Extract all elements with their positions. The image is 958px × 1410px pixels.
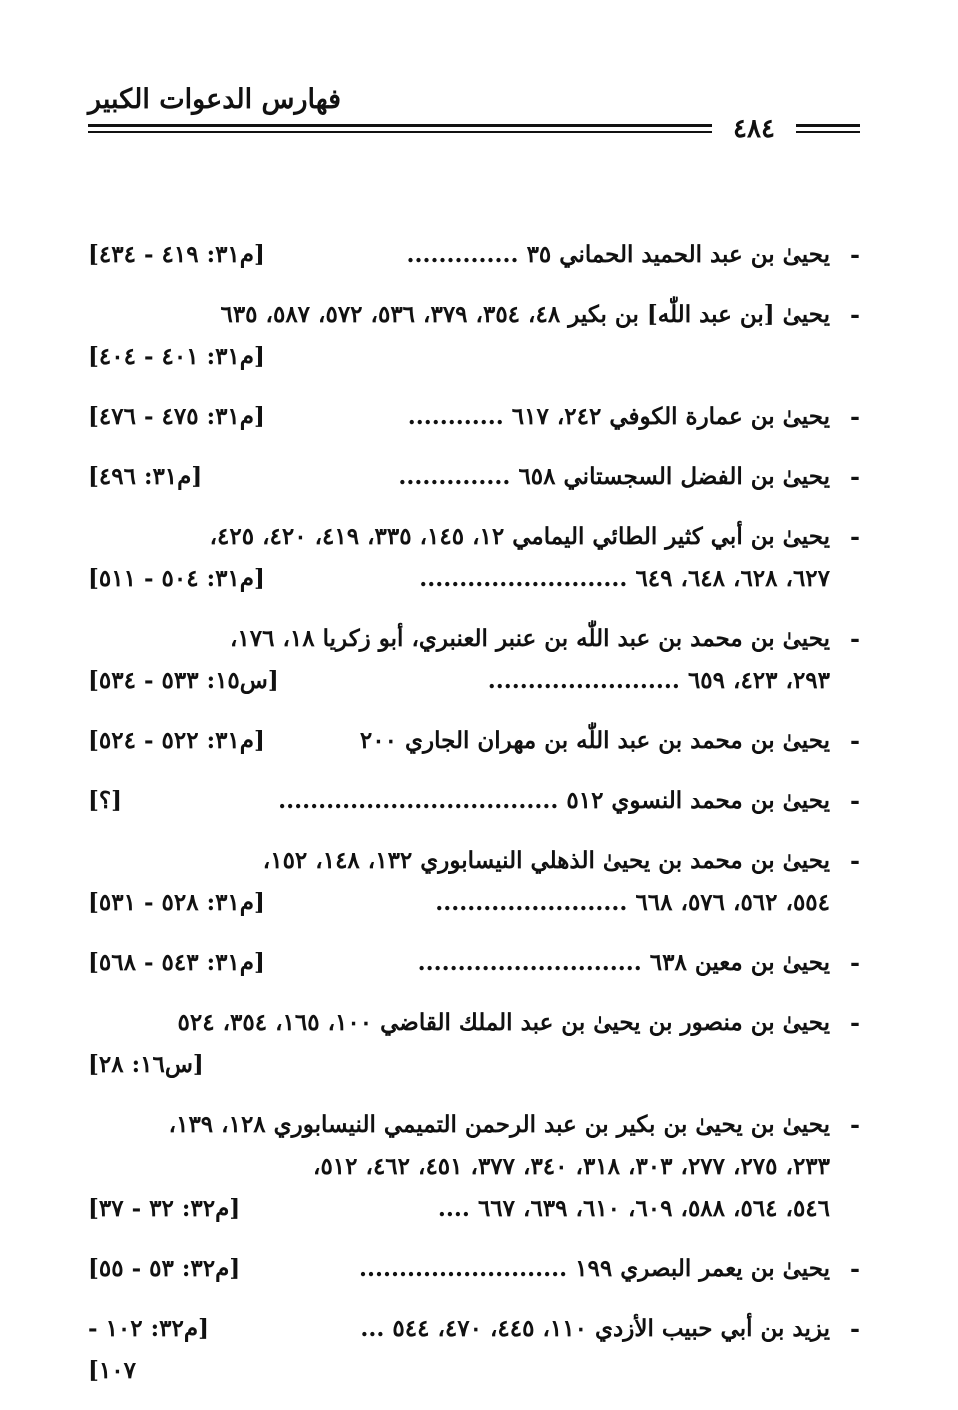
index-entry — [88, 1308, 860, 1392]
entry-text: يحيىٰ بن محمد النسوي ٥١٢ ................................... — [278, 787, 830, 814]
index-entry — [88, 516, 860, 600]
entry-line — [88, 1188, 830, 1230]
entry-reference: [م٣٢: ٥٣ - ٥٥] — [88, 1255, 241, 1282]
entry-text: يحيىٰ [بن عبد اللّٰه] بن بكير ٤٨، ٣٥٤، ٣٧٩، ٥٣٦، ٥٧٢، ٥٨٧، ٦٣٥ — [220, 301, 830, 328]
entry-reference: ١٠٧] — [88, 1357, 136, 1384]
entry-line — [88, 720, 830, 762]
entry-text: يحيىٰ بن معين ٦٣٨ ............................ — [417, 949, 830, 976]
header-rule-short — [796, 124, 860, 127]
entry-line — [88, 456, 830, 498]
entry-dash: - — [850, 1008, 860, 1037]
entry-line — [88, 558, 830, 600]
index-entry — [88, 234, 860, 276]
entry-line — [88, 1104, 830, 1146]
entry-line — [88, 1146, 830, 1188]
index-entry — [88, 294, 860, 378]
entry-reference: [م٣٢: ١٠٢ - — [88, 1315, 209, 1342]
entry-dash: - — [850, 240, 860, 269]
entry-dash: - — [850, 462, 860, 491]
index-entry — [88, 456, 860, 498]
index-entry — [88, 942, 860, 984]
entry-dash: - — [850, 1314, 860, 1343]
entry-text: ٥٤٦، ٥٦٤، ٥٨٨، ٦٠٩، ٦١٠، ٦٣٩، ٦٦٧ .... — [437, 1195, 830, 1222]
entry-reference: [م٣١: ٥٢٢ - ٥٢٤] — [88, 727, 265, 754]
entry-dash: - — [850, 786, 860, 815]
entry-text: يحيىٰ بن محمد بن عبد اللّٰه بن مهران الجاري ٢٠٠ — [359, 727, 830, 754]
entry-line — [88, 1308, 830, 1350]
entry-text: يحيىٰ بن الفضل السجستاني ٦٥٨ .............. — [398, 463, 830, 490]
index-entry — [88, 396, 860, 438]
entry-dash: - — [850, 402, 860, 431]
entry-reference: [م٣١: ٤٩٦] — [88, 463, 203, 490]
entry-reference: [م٣١: ٥٠٤ - ٥١١] — [88, 565, 265, 592]
entry-line — [88, 294, 830, 336]
entry-dash: - — [850, 846, 860, 875]
entry-reference: [م٣١: ٥٢٨ - ٥٣١] — [88, 889, 265, 916]
entry-reference: [؟] — [88, 787, 122, 814]
entry-line — [88, 882, 830, 924]
entry-text: يزيد بن أبي حبيب الأزدي ١١٠، ٤٤٥، ٤٧٠، ٥٤٤ ... — [360, 1315, 830, 1342]
entry-dash: - — [850, 948, 860, 977]
index-entry — [88, 618, 860, 702]
entry-reference: [س١٦: ٢٨] — [88, 1051, 204, 1078]
entry-line — [88, 396, 830, 438]
entry-text: يحيىٰ بن محمد بن عبد اللّٰه بن عنبر العنبري، أبو زكريا ١٨، ١٧٦، — [229, 625, 830, 652]
entry-line — [88, 618, 830, 660]
index-entry — [88, 720, 860, 762]
entry-reference: [م٣١: ٥٤٣ - ٥٦٨] — [88, 949, 265, 976]
entry-dash: - — [850, 726, 860, 755]
entry-line — [88, 516, 830, 558]
entry-text: ٥٥٤، ٥٦٢، ٥٧٦، ٦٦٨ ........................ — [435, 889, 830, 916]
entry-line — [88, 840, 830, 882]
index-entry — [88, 1248, 860, 1290]
entry-line — [88, 942, 830, 984]
entry-dash: - — [850, 1110, 860, 1139]
entry-text: يحيىٰ بن عبد الحميد الحماني ٣٥ .............. — [406, 241, 830, 268]
entry-reference: [س١٥: ٥٣٣ - ٥٣٤] — [88, 667, 279, 694]
entry-line — [88, 1002, 830, 1044]
entry-line — [88, 660, 830, 702]
entry-text: يحيىٰ بن يعمر البصري ١٩٩ .......................... — [358, 1255, 830, 1282]
entry-text: يحيىٰ بن أبي كثير الطائي اليمامي ١٢، ١٤٥، ٣٣٥، ٤١٩، ٤٢٠، ٤٢٥، — [209, 523, 830, 550]
page-number: ٤٨٤ — [733, 114, 775, 144]
index-entry — [88, 1002, 860, 1086]
entry-text: يحيىٰ بن محمد بن يحيىٰ الذهلي النيسابوري ١٣٢، ١٤٨، ١٥٢، — [262, 847, 830, 874]
entry-text: ٢٩٣، ٤٢٣، ٦٥٩ ........................ — [487, 667, 830, 694]
entry-text: ٦٢٧، ٦٢٨، ٦٤٨، ٦٤٩ .......................... — [419, 565, 830, 592]
entry-reference: [م٣١: ٤٧٥ - ٤٧٦] — [88, 403, 265, 430]
entry-line — [88, 1248, 830, 1290]
header-rule — [88, 131, 712, 133]
entry-line — [88, 1044, 830, 1086]
header-rule — [88, 124, 712, 127]
index-entry — [88, 1104, 860, 1230]
entry-line — [88, 234, 830, 276]
entry-dash: - — [850, 300, 860, 329]
index-entry — [88, 780, 860, 822]
header-rule-short — [796, 131, 860, 133]
entry-dash: - — [850, 624, 860, 653]
index-entry — [88, 840, 860, 924]
entry-dash: - — [850, 522, 860, 551]
index-entries — [88, 234, 860, 1410]
entry-line — [88, 1350, 830, 1392]
entry-line — [88, 336, 830, 378]
entry-text: يحيىٰ بن عمارة الكوفي ٢٤٢، ٦١٧ ............ — [407, 403, 830, 430]
running-title: فهارس الدعوات الكبير — [88, 84, 342, 115]
page-header — [88, 84, 860, 144]
entry-reference: [م٣٢: ٣٢ - ٣٧] — [88, 1195, 241, 1222]
entry-dash: - — [850, 1254, 860, 1283]
entry-text: يحيىٰ بن منصور بن يحيىٰ بن عبد الملك القاضي ١٠٠، ١٦٥، ٣٥٤، ٥٢٤ — [177, 1009, 830, 1036]
entry-line — [88, 780, 830, 822]
entry-reference: [م٣١: ٤١٩ - ٤٣٤] — [88, 241, 265, 268]
entry-text: يحيىٰ بن يحيىٰ بن بكير بن عبد الرحمن التميمي النيسابوري ١٢٨، ١٣٩، — [168, 1111, 830, 1138]
entry-text: ٢٣٣، ٢٧٥، ٢٧٧، ٣٠٣، ٣١٨، ٣٤٠، ٣٧٧، ٤٥١، ٤٦٢، ٥١٢، — [313, 1153, 830, 1180]
entry-reference: [م٣١: ٤٠١ - ٤٠٤] — [88, 343, 265, 370]
